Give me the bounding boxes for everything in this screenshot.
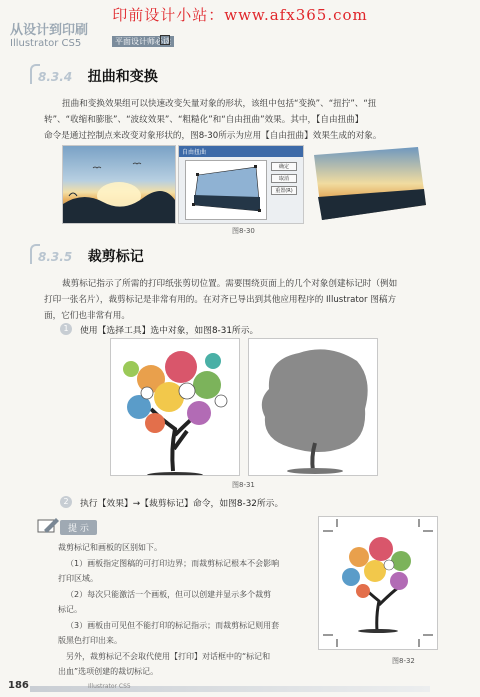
step-number-badge: 2 [60, 496, 72, 508]
figure-8-31-tree-selected [248, 338, 378, 476]
step-number-badge: 1 [60, 323, 72, 335]
book-logo [10, 24, 88, 50]
figure-8-32-crop-marks [318, 516, 438, 650]
figure-caption-8-30: 图8-30 [232, 227, 255, 235]
dialog-titlebar: 自由扭曲 [179, 146, 303, 157]
tip-line: （3）画板由可见但不能打印的标记指示；而裁剪标记则用套 [66, 620, 280, 630]
reset-button[interactable]: 重置(R) [271, 186, 297, 195]
tip-label: 提 示 [60, 520, 97, 535]
section-heading-8-3-5 [38, 246, 144, 266]
dialog-buttons [271, 162, 297, 195]
figure-caption-8-31: 图8-31 [232, 481, 255, 489]
tip-line: 标记。 [58, 605, 82, 614]
section1-paragraph [44, 96, 464, 144]
section-title: 扭曲和变换 [87, 69, 158, 85]
figure-caption-8-32: 图8-32 [392, 657, 415, 665]
step2-text: 执行【效果】→【裁剪标记】命令，如图8-32所示。 [80, 499, 284, 509]
watermark-text: 印前设计小站：www.afx365.com [112, 6, 368, 24]
tip-line: 出血”选项创建的裁切标记。 [58, 667, 159, 676]
header-tag: 平面设计师必读 [112, 36, 174, 47]
section-number: 8.3.5 [38, 250, 73, 264]
section-title: 裁剪标记 [87, 249, 144, 265]
book-logo-line2: Illustrator CS5 [10, 38, 82, 49]
tip-content [58, 540, 310, 680]
book-logo-line1: 从设计到印刷 [10, 23, 89, 38]
heading-bracket-icon [30, 64, 40, 84]
paragraph-line: 命令是通过控制点来改变对象形状的，图8-30所示为应用【自由扭曲】效果生成的对象。 [44, 131, 382, 141]
section2-paragraph [44, 276, 464, 324]
tip-line: （2）每次只能激活一个画板，但可以创建并显示多个裁剪 [66, 589, 272, 599]
section-heading-8-3-4 [38, 66, 158, 86]
heading-bracket-icon [30, 244, 40, 264]
tree-illustration [111, 339, 239, 475]
cancel-button[interactable]: 取消 [271, 174, 297, 183]
distorted-preview [186, 161, 266, 219]
tip-line: 版黑色打印出来。 [58, 636, 122, 645]
figure-8-31-tree-original [110, 338, 240, 476]
step1-text: 使用【选择工具】选中对象，如图8-31所示。 [80, 326, 259, 336]
header-checkbox-icon [160, 35, 170, 45]
figure-8-30-dialog [178, 145, 304, 224]
tree-selected-illustration [249, 339, 377, 475]
figure-8-30-distorted-image [308, 145, 428, 222]
dialog-preview-area [185, 160, 267, 220]
tip-pencil-icon [36, 516, 60, 536]
tree-with-crop-marks [319, 517, 437, 649]
tip-line: 另外，裁剪标记不会取代使用【打印】对话框中的“标记和 [66, 651, 271, 661]
ok-button[interactable]: 确定 [271, 162, 297, 171]
tip-line: （1）画板指定图稿的可打印边界；而裁剪标记根本不会影响 [66, 558, 280, 568]
page-number: 186 [8, 680, 29, 691]
paragraph-line: 裁剪标记指示了所需的打印纸张剪切位置。需要围绕页面上的几个对象创建标记时（例如 [62, 279, 398, 289]
figure-8-30-original-image [62, 145, 176, 224]
paragraph-line: 扭曲和变换效果组可以快速改变矢量对象的形状，该组中包括“变换”、“扭拧”、“扭 [62, 99, 377, 109]
paragraph-line: 面，它们也非常有用。 [44, 311, 130, 321]
tip-line: 裁剪标记和画板的区别如下。 [58, 543, 162, 552]
paragraph-line: 打印一张名片），裁剪标记是非常有用的。在对齐已导出到其他应用程序的 Illustrator 图稿方 [44, 295, 397, 305]
tip-line: 打印区域。 [58, 574, 98, 583]
distorted-landscape [308, 145, 428, 222]
paragraph-line: 转”、“收缩和膨胀”、“波纹效果”、“粗糙化”和“自由扭曲”效果。其中，【自由扭曲】 [44, 115, 364, 125]
section-number: 8.3.4 [38, 70, 73, 84]
landscape-illustration [63, 146, 175, 223]
footer-text: Illustrator CS5 [88, 683, 131, 690]
